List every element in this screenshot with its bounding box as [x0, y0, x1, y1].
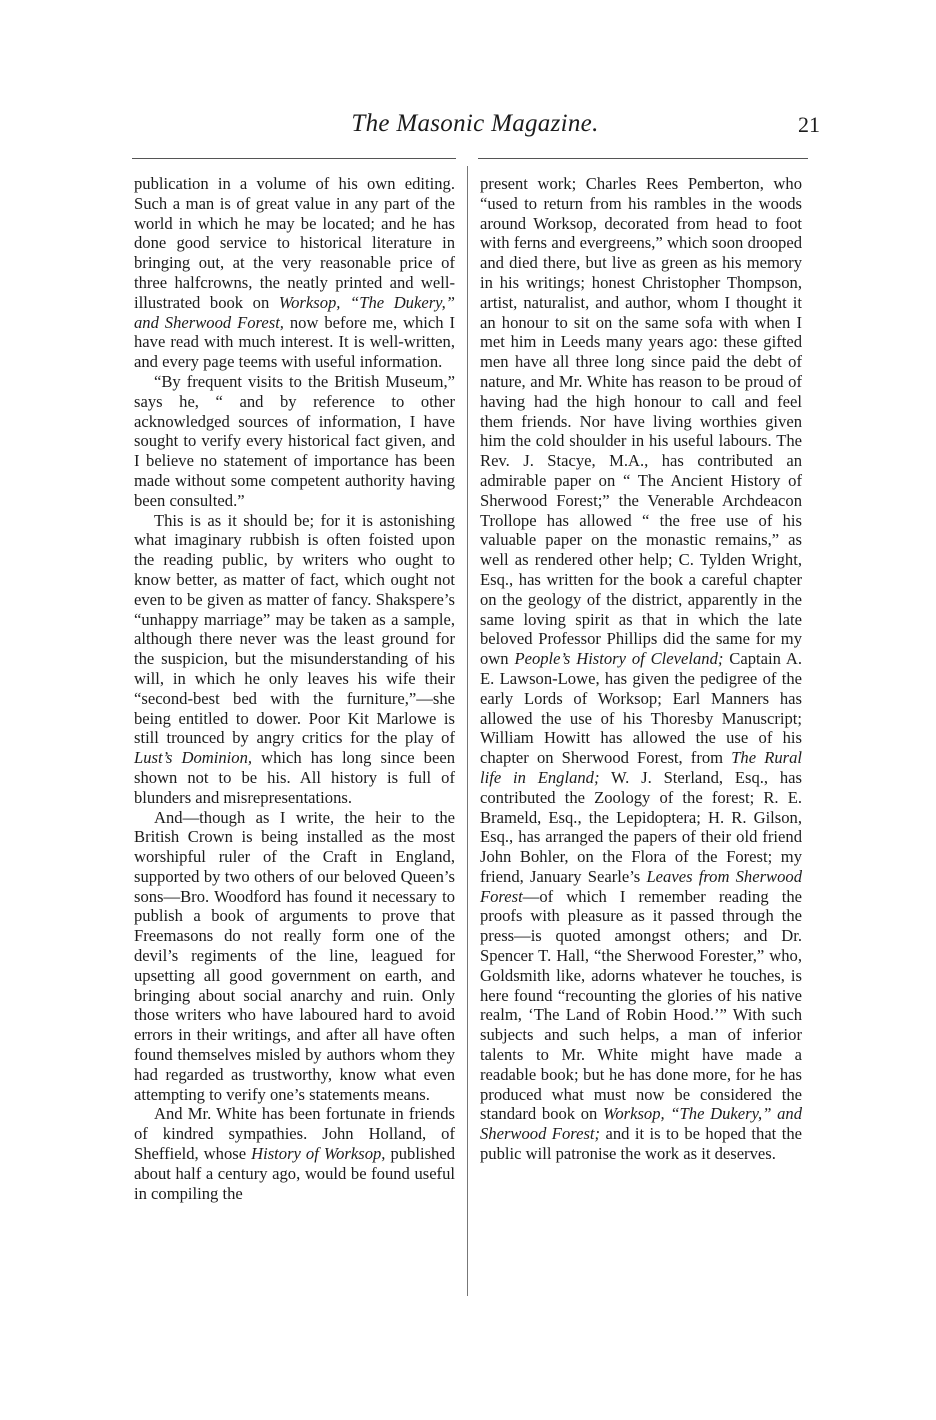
- book-title: History of Worksop,: [251, 1144, 386, 1164]
- paragraph-4: And—though as I write, the heir to the British Crown is being installed as the most worshipful ruler of the Craft in England, supported by two others of our beloved Queen’s sons—Bro. Woodford has found it necessary to publish a book of arguments to prove that Freemasons do not really form one of the devil’s regiments of the line, leagued for upsetting all good government on earth, and bringing about social anarchy and ruin. Only those writers who have laboured hard to avoid errors in their writings, and after all have often found themselves misled by authors whom they had regarded as trustworthy, know what even attempting to verify one’s statements means.: [134, 807, 455, 1104]
- book-title: Worksop, “The Dukery,” and Sherwood Forest;: [480, 1104, 802, 1144]
- right-column: [480, 174, 802, 1164]
- page-number: 21: [798, 112, 820, 137]
- text-run: Captain A. E. Lawson-Lowe, has given the pedigree of the early Lords of Worksop; Earl Manners has allowed the use of his Thoresby Manuscript; William Howitt has allowed the use of his chapter on Sherwood Forest, from: [480, 649, 802, 768]
- header-rule-right: [478, 158, 808, 159]
- page-header: [130, 98, 820, 142]
- text-run: published about half a century ago, would be found useful in compiling the: [134, 1144, 455, 1203]
- book-title: Worksop, “The Dukery,” and Sherwood Forest,: [134, 292, 455, 332]
- text-run: This is as it should be; for it is astonishing what imaginary rubbish is often foisted upon the reading public, by writers who ought to know better, as matter of fact, which ought not even to be given as matter of fancy. Shakspere’s “unhappy marriage” may be taken as a sample, although there never was the least ground for the suspicion, but the misunderstanding of his will, in which he only leaves his wife their “second-best bed with the furniture,”—she being entitled to dower. Poor Kit Marlowe is still trounced by angry critics for the play of: [134, 510, 455, 748]
- paragraph-5: [134, 1104, 455, 1203]
- play-title: Lust’s Dominion,: [134, 748, 253, 768]
- book-title: People’s History of Cleveland;: [514, 649, 724, 669]
- paragraph-3: [134, 511, 455, 808]
- running-title: The Masonic Magazine.: [351, 110, 599, 137]
- left-column: [134, 174, 455, 1203]
- text-run: —of which I remember reading the proofs with pleasure as it passed through the press—is quoted amongst others; and Dr. Spencer T. Hall, “the Sherwood Forester,” who, Goldsmith like, adorns whatever he touches, is here found “recounting the glories of his native realm, ‘The Land of Robin Hood.’” With such subjects and such helps, a man of inferior talents to Mr. White might have made a readable book; but he has done more, for he has produced what must now be considered the standard book on: [480, 886, 802, 1124]
- paragraph-2: “By frequent visits to the British Museum,” says he, “ and by reference to other acknowledged sources of information, I have sought to verify every historical fact given, and I believe no statement of importance has been made without some competent authority having been consulted.”: [134, 371, 455, 510]
- text-run: present work; Charles Rees Pemberton, who “used to return from his rambles in the woods around Worksop, decorated from head to foot with ferns and evergreens,” which soon drooped and died there, but live as green as his memory in his writings; honest Christopher Thompson, artist, naturalist, and author, whom I thought it an honour to sit on the same sofa with when I met him in Leeds many years ago: these gifted men have all three long since paid the debt of nature, and Mr. White has reason to be proud of having had the high honour to call and feel them friends. Nor have living worthies given him the cold shoulder in his useful labours. The Rev. J. Stacye, M.A., has contributed an admirable paper on “ The Ancient History of Sherwood Forest;” the Venerable Archdeacon Trollope has allowed “ the free use of his valuable paper on the monastic remains,” as well as rendered other help; C. Tylden Wright, Esq., has written for the book a careful chapter on the geology of the district, apparently in the same loving spirit as that in which the late beloved Professor Phillips did the same for my own: [480, 174, 802, 669]
- text-run: now before me, which I have read with much interest. It is well-written, and every page teems with useful information.: [134, 312, 456, 372]
- text-run: W. J. Sterland, Esq., has contributed the Zoology of the forest; R. E. Brameld, Esq., the Lepidoptera; H. R. Gilson, Esq., has arranged the papers of their old friend John Bohler, on the Flora of the Forest; my friend, January Searle’s: [480, 767, 802, 886]
- header-rule-left: [132, 158, 456, 159]
- paragraph-1: [134, 174, 455, 372]
- text-run: And Mr. White has been fortunate in friends of kindred sympathies. John Holland, of Sheffield, whose: [134, 1104, 455, 1164]
- book-title: The Rural life in England;: [480, 748, 802, 787]
- book-title: Leaves from Sherwood Forest: [480, 866, 802, 906]
- paragraph-6: [480, 174, 802, 1164]
- text-run: publication in a volume of his own editing. Such a man is of great value in any part of the world in which he may be located; and he has done good service to historical literature in bringing out, at the very reasonable price of three halfcrowns, the neatly printed and well-illustrated book on: [134, 174, 455, 312]
- text-run: which has long since been shown not to be his. All history is full of blunders and misrepresentations.: [134, 748, 456, 807]
- column-divider: [467, 166, 468, 1296]
- text-run: and it is to be hoped that the public will patronise the work as it deserves.: [480, 1124, 802, 1164]
